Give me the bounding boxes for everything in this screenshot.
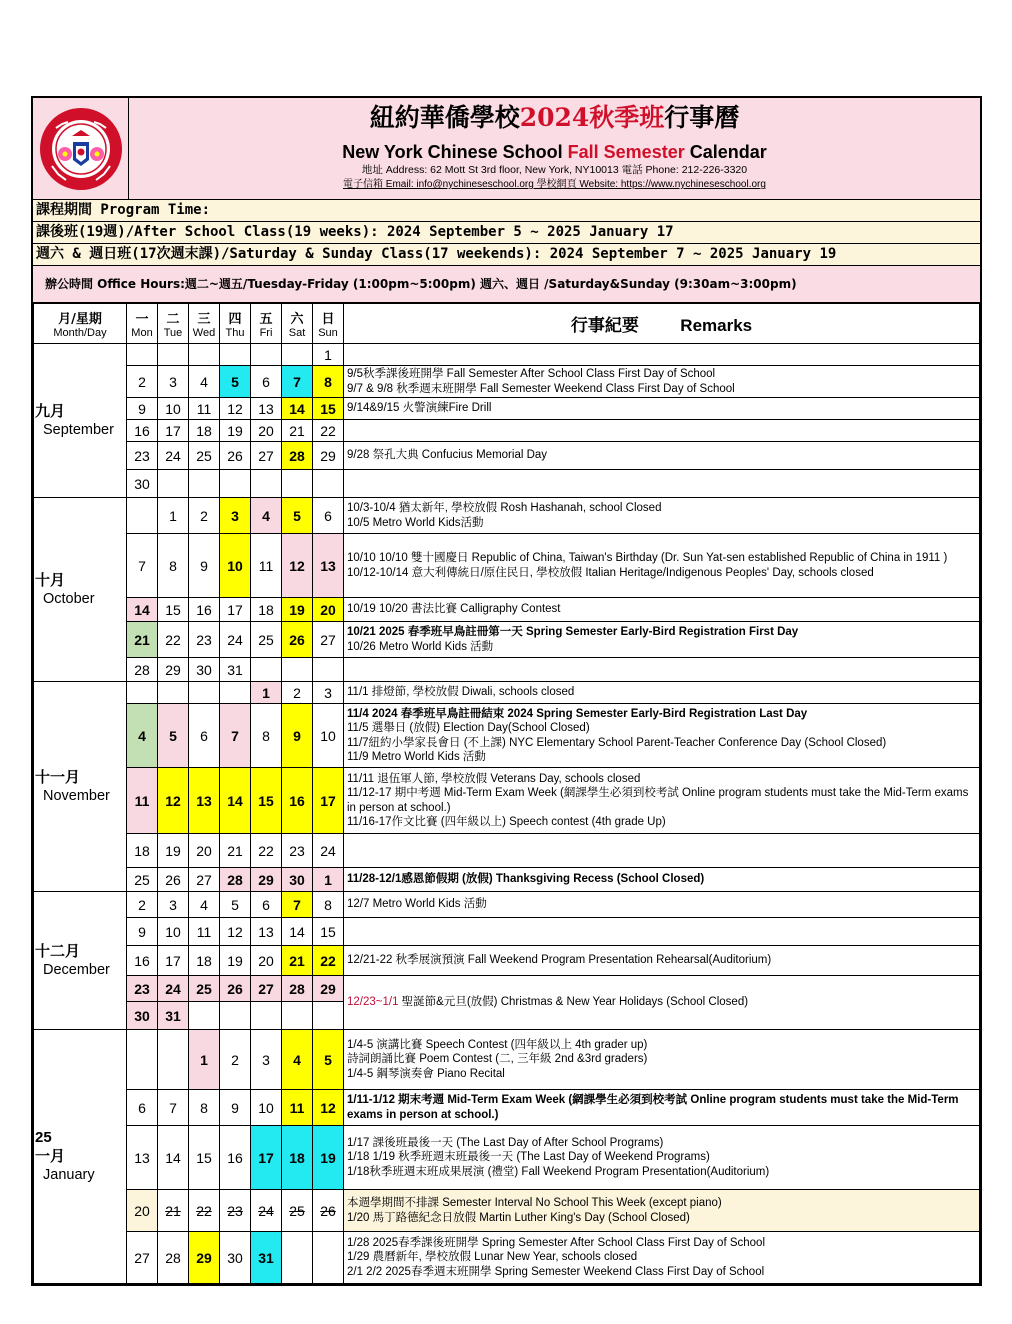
week-row — [34, 622, 980, 658]
day-cell: 30 — [189, 658, 220, 682]
week-row — [34, 1190, 980, 1232]
week-row — [34, 1030, 980, 1090]
day-cell: 1 — [313, 344, 344, 366]
day-cell: 1 — [251, 682, 282, 704]
day-cell: 10 — [158, 918, 189, 946]
empty-day-cell — [282, 344, 313, 366]
remark-cell — [344, 344, 980, 366]
empty-day-cell — [189, 344, 220, 366]
empty-day-cell — [220, 682, 251, 704]
empty-day-cell — [251, 1002, 282, 1030]
month-day-header: 月/星期 Month/Day — [34, 304, 127, 344]
remark-cell — [344, 918, 980, 946]
day-cell: 30 — [127, 470, 158, 498]
day-cell: 3 — [313, 682, 344, 704]
day-cell: 23 — [189, 622, 220, 658]
day-cell: 8 — [313, 892, 344, 918]
week-row — [34, 498, 980, 534]
day-cell: 8 — [158, 534, 189, 598]
month-september: 九月 September — [34, 344, 127, 498]
empty-day-cell — [282, 470, 313, 498]
day-cell: 6 — [313, 498, 344, 534]
day-cell: 5 — [158, 704, 189, 768]
day-cell: 11 — [189, 918, 220, 946]
day-cell: 30 — [127, 1002, 158, 1030]
empty-day-cell — [282, 1002, 313, 1030]
day-cell: 8 — [313, 366, 344, 398]
table-header-row — [34, 304, 980, 344]
day-cell: 16 — [282, 768, 313, 834]
day-cell: 6 — [251, 366, 282, 398]
program-title: 課程期間 Program Time: — [33, 200, 980, 222]
day-cell: 10 — [220, 534, 251, 598]
day-cell: 29 — [313, 442, 344, 470]
day-cell: 15 — [251, 768, 282, 834]
day-cell: 17 — [313, 768, 344, 834]
month-january: 25 一月 January — [34, 1030, 127, 1284]
day-header-sun: 日 Sun — [313, 304, 344, 344]
week-row — [34, 1232, 980, 1284]
day-cell: 18 — [127, 834, 158, 868]
month-december: 十二月 December — [34, 892, 127, 1030]
remark-cell: 10/3-10/4 猶太新年, 學校放假 Rosh Hashanah, school Closed 10/5 Metro World Kids活動 — [344, 498, 980, 534]
day-cell: 18 — [189, 420, 220, 442]
day-header-fri: 五 Fri — [251, 304, 282, 344]
day-cell: 26 — [282, 622, 313, 658]
week-row — [34, 1126, 980, 1190]
day-cell: 24 — [158, 976, 189, 1002]
day-header-mon: 一 Mon — [127, 304, 158, 344]
day-cell: 13 — [313, 534, 344, 598]
day-cell: 28 — [127, 658, 158, 682]
day-cell: 25 — [282, 1190, 313, 1232]
day-cell: 7 — [127, 534, 158, 598]
day-cell: 28 — [282, 976, 313, 1002]
day-cell: 10 — [158, 398, 189, 420]
day-cell: 31 — [220, 658, 251, 682]
day-cell: 23 — [282, 834, 313, 868]
program-after-school: 課後班(19週)/After School Class(19 weeks): 2024 September 5 ~ 2025 January 17 — [33, 222, 980, 244]
day-header-tue: 二 Tue — [158, 304, 189, 344]
remark-cell: 10/10 10/10 雙十國慶日 Republic of China, Taiwan's Birthday (Dr. Sun Yat-sen established Republic of China in 1911 ) 10/12-10/14 意大利傳統日/原住民日, 學校放假 Italian Heritage/Indigenous Peoples' Day, schools closed — [344, 534, 980, 598]
day-cell: 13 — [127, 1126, 158, 1190]
week-row — [34, 976, 980, 1002]
empty-day-cell — [158, 682, 189, 704]
day-cell: 4 — [127, 704, 158, 768]
day-cell: 18 — [251, 598, 282, 622]
week-row — [34, 344, 980, 366]
day-cell: 14 — [220, 768, 251, 834]
day-cell: 19 — [220, 946, 251, 976]
week-row — [34, 420, 980, 442]
day-cell: 20 — [251, 420, 282, 442]
day-cell: 22 — [313, 946, 344, 976]
day-cell: 19 — [158, 834, 189, 868]
day-cell: 23 — [127, 976, 158, 1002]
month-november: 十一月 November — [34, 682, 127, 892]
day-cell: 15 — [189, 1126, 220, 1190]
day-cell: 7 — [282, 366, 313, 398]
day-cell: 25 — [189, 976, 220, 1002]
day-cell: 4 — [282, 1030, 313, 1090]
day-cell: 3 — [220, 498, 251, 534]
empty-day-cell — [313, 1232, 344, 1284]
day-cell: 1 — [189, 1030, 220, 1090]
day-cell: 15 — [313, 398, 344, 420]
day-cell: 24 — [220, 622, 251, 658]
day-cell: 28 — [282, 442, 313, 470]
day-cell: 11 — [282, 1090, 313, 1126]
day-cell: 24 — [313, 834, 344, 868]
day-cell: 7 — [220, 704, 251, 768]
day-cell: 15 — [158, 598, 189, 622]
day-cell: 20 — [313, 598, 344, 622]
office-hours: 辦公時間 Office Hours:週二~週五/Tuesday-Friday (1:00pm~5:00pm) 週六、週日 /Saturday&Sunday (9:30am~3:00pm) — [33, 266, 980, 303]
empty-day-cell — [127, 682, 158, 704]
remarks-header: 行事紀要 Remarks — [344, 304, 980, 344]
day-cell: 26 — [313, 1190, 344, 1232]
day-cell: 17 — [251, 1126, 282, 1190]
day-cell: 12 — [220, 398, 251, 420]
day-cell: 19 — [220, 420, 251, 442]
day-cell: 3 — [158, 366, 189, 398]
day-cell: 10 — [313, 704, 344, 768]
week-row — [34, 442, 980, 470]
day-cell: 21 — [282, 420, 313, 442]
day-cell: 24 — [251, 1190, 282, 1232]
empty-day-cell — [220, 1002, 251, 1030]
logo-seal-icon — [38, 106, 124, 192]
remark-cell: 10/21 2025 春季班早鳥註冊第一天 Spring Semester Early-Bird Registration First Day 10/26 Metro World Kids 活動 — [344, 622, 980, 658]
week-row — [34, 946, 980, 976]
day-cell: 3 — [251, 1030, 282, 1090]
day-cell: 20 — [189, 834, 220, 868]
day-header-thu: 四 Thu — [220, 304, 251, 344]
day-cell: 28 — [158, 1232, 189, 1284]
week-row — [34, 704, 980, 768]
week-row — [34, 534, 980, 598]
week-row — [34, 834, 980, 868]
day-cell: 21 — [282, 946, 313, 976]
day-cell: 20 — [127, 1190, 158, 1232]
day-cell: 8 — [189, 1090, 220, 1126]
week-row — [34, 398, 980, 420]
remark-cell: 12/21-22 秋季展演預演 Fall Weekend Program Presentation Rehearsal(Auditorium) — [344, 946, 980, 976]
day-cell: 14 — [127, 598, 158, 622]
empty-day-cell — [127, 1030, 158, 1090]
day-cell: 4 — [189, 366, 220, 398]
day-cell: 19 — [313, 1126, 344, 1190]
day-cell: 9 — [127, 398, 158, 420]
day-cell: 12 — [158, 768, 189, 834]
day-cell: 19 — [282, 598, 313, 622]
day-cell: 16 — [189, 598, 220, 622]
empty-day-cell — [251, 470, 282, 498]
day-cell: 10 — [251, 1090, 282, 1126]
day-cell: 16 — [127, 946, 158, 976]
remark-cell — [344, 834, 980, 868]
day-cell: 22 — [251, 834, 282, 868]
day-cell: 29 — [189, 1232, 220, 1284]
remark-cell: 9/14&9/15 火警演練Fire Drill — [344, 398, 980, 420]
remark-cell: 11/28-12/1感恩節假期 (放假) Thanksgiving Recess (School Closed) — [344, 868, 980, 892]
contact-line[interactable]: 電子信箱 Email: info@nychineseschool.org 學校網頁 Website: https://www.nychineseschool.org — [343, 179, 766, 190]
day-cell: 9 — [127, 918, 158, 946]
day-cell: 2 — [282, 682, 313, 704]
empty-day-cell — [220, 470, 251, 498]
day-cell: 16 — [220, 1126, 251, 1190]
week-row — [34, 598, 980, 622]
day-cell: 9 — [220, 1090, 251, 1126]
remark-cell: 11/1 排燈節, 學校放假 Diwali, schools closed — [344, 682, 980, 704]
day-cell: 17 — [220, 598, 251, 622]
program-weekend: 週六 & 週日班(17次週末課)/Saturday & Sunday Class(17 weekends): 2024 September 7 ~ 2025 January 19 — [36, 246, 837, 262]
day-cell: 27 — [189, 868, 220, 892]
empty-day-cell — [189, 470, 220, 498]
remark-cell — [344, 420, 980, 442]
day-cell: 3 — [158, 892, 189, 918]
day-cell: 31 — [251, 1232, 282, 1284]
day-cell: 21 — [158, 1190, 189, 1232]
empty-day-cell — [189, 682, 220, 704]
day-cell: 7 — [282, 892, 313, 918]
remark-cell — [344, 658, 980, 682]
day-cell: 4 — [251, 498, 282, 534]
day-cell: 15 — [313, 918, 344, 946]
title-chinese: 紐約華僑學校2024秋季班行事曆 — [369, 103, 740, 132]
day-cell: 2 — [127, 892, 158, 918]
day-cell: 27 — [313, 622, 344, 658]
day-cell: 5 — [282, 498, 313, 534]
week-row — [34, 918, 980, 946]
day-cell: 30 — [282, 868, 313, 892]
day-cell: 17 — [158, 420, 189, 442]
day-cell: 11 — [189, 398, 220, 420]
day-cell: 14 — [282, 918, 313, 946]
day-cell: 24 — [158, 442, 189, 470]
day-cell: 25 — [189, 442, 220, 470]
empty-day-cell — [158, 470, 189, 498]
day-cell: 23 — [127, 442, 158, 470]
day-cell: 22 — [189, 1190, 220, 1232]
remark-cell: 1/4-5 演講比賽 Speech Contest (四年級以上 4th grader up) 詩詞朗誦比賽 Poem Contest (二, 三年級 2nd &3rd graders) 1/4-5 鋼琴演奏會 Piano Recital — [344, 1030, 980, 1090]
remark-cell — [344, 470, 980, 498]
day-cell: 20 — [251, 946, 282, 976]
day-cell: 12 — [282, 534, 313, 598]
calendar-sheet — [31, 96, 982, 1286]
remark-cell: 10/19 10/20 書法比賽 Calligraphy Contest — [344, 598, 980, 622]
day-cell: 6 — [251, 892, 282, 918]
week-row — [34, 470, 980, 498]
school-logo — [33, 98, 129, 199]
empty-day-cell — [313, 470, 344, 498]
day-cell: 26 — [158, 868, 189, 892]
day-cell: 4 — [189, 892, 220, 918]
day-cell: 2 — [127, 366, 158, 398]
header — [33, 98, 980, 200]
day-cell: 28 — [220, 868, 251, 892]
remark-cell: 本週學期間不排課 Semester Interval No School This Week (except piano) 1/20 馬丁路德紀念日放假 Martin Luther King's Day (School Closed) — [344, 1190, 980, 1232]
day-cell: 16 — [127, 420, 158, 442]
empty-day-cell — [127, 498, 158, 534]
empty-day-cell — [313, 658, 344, 682]
week-row — [34, 366, 980, 398]
day-cell: 14 — [158, 1126, 189, 1190]
day-cell: 9 — [282, 704, 313, 768]
day-cell: 29 — [158, 658, 189, 682]
day-cell: 5 — [220, 366, 251, 398]
day-cell: 27 — [251, 442, 282, 470]
day-cell: 27 — [127, 1232, 158, 1284]
empty-day-cell — [158, 344, 189, 366]
empty-day-cell — [282, 658, 313, 682]
header-text — [129, 98, 980, 199]
day-cell: 26 — [220, 442, 251, 470]
remark-cell: 9/5秋季課後班開學 Fall Semester After School Class First Day of School 9/7 & 9/8 秋季週末班開學 Fall Semester Weekend Class First Day of School — [344, 366, 980, 398]
month-october: 十月 October — [34, 498, 127, 682]
day-cell: 1 — [313, 868, 344, 892]
empty-day-cell — [251, 344, 282, 366]
day-cell: 12 — [220, 918, 251, 946]
day-cell: 2 — [189, 498, 220, 534]
day-cell: 6 — [189, 704, 220, 768]
empty-day-cell — [158, 1030, 189, 1090]
empty-day-cell — [313, 1002, 344, 1030]
day-cell: 11 — [251, 534, 282, 598]
day-cell: 22 — [158, 622, 189, 658]
day-cell: 5 — [313, 1030, 344, 1090]
week-row — [34, 892, 980, 918]
day-cell: 21 — [127, 622, 158, 658]
remark-cell: 1/11-1/12 期末考週 Mid-Term Exam Week (網課學生必須到校考試 Online program students must take the Mid-Term exams in person at school.) — [344, 1090, 980, 1126]
address-line: 地址 Address: 62 Mott St 3rd floor, New York, NY10013 電話 Phone: 212-226-3320 — [361, 164, 748, 176]
calendar-table — [33, 303, 980, 1284]
day-cell: 13 — [189, 768, 220, 834]
empty-day-cell — [220, 344, 251, 366]
day-cell: 31 — [158, 1002, 189, 1030]
remark-cell: 12/7 Metro World Kids 活動 — [344, 892, 980, 918]
day-cell: 18 — [282, 1126, 313, 1190]
day-cell: 30 — [220, 1232, 251, 1284]
remark-cell: 1/17 課後班最後一天 (The Last Day of After School Programs) 1/18 1/19 秋季班週末班最後一天 (The Last Day of Weekend Programs) 1/18秋季班週末班成果展演 (禮堂) Fall Weekend Program Presentation(Auditorium) — [344, 1126, 980, 1190]
day-cell: 2 — [220, 1030, 251, 1090]
day-cell: 29 — [313, 976, 344, 1002]
week-row — [34, 768, 980, 834]
week-row — [34, 658, 980, 682]
day-cell: 21 — [220, 834, 251, 868]
day-cell: 8 — [251, 704, 282, 768]
remark-cell: 12/23~1/1 聖誕節&元旦(放假) Christmas & New Year Holidays (School Closed) — [344, 976, 980, 1030]
day-cell: 11 — [127, 768, 158, 834]
remark-cell: 11/4 2024 春季班早鳥註冊結束 2024 Spring Semester Early-Bird Registration Last Day 11/5 選舉日 (放假) Election Day(School Closed) 11/7紐約小學家長會日 (不上課) NYC Elementary School Parent-Teacher Conference Day (School Closed) 11/9 Metro World Kids 活動 — [344, 704, 980, 768]
day-cell: 17 — [158, 946, 189, 976]
remark-cell: 1/28 2025春季課後班開學 Spring Semester After School Class First Day of School 1/29 農曆新年, 學校放假 Lunar New Year, schools closed 2/1 2/2 2025春季週末班開學 Spring Semester Weekend Class First Day of School — [344, 1232, 980, 1284]
day-cell: 13 — [251, 398, 282, 420]
program-time — [33, 200, 980, 266]
day-cell: 23 — [220, 1190, 251, 1232]
day-cell: 25 — [251, 622, 282, 658]
day-cell: 14 — [282, 398, 313, 420]
title-english: New York Chinese School Fall Semester Calendar — [342, 142, 767, 162]
day-cell: 1 — [158, 498, 189, 534]
day-cell: 18 — [189, 946, 220, 976]
day-cell: 13 — [251, 918, 282, 946]
empty-day-cell — [127, 344, 158, 366]
day-cell: 22 — [313, 420, 344, 442]
remark-cell: 9/28 祭孔大典 Confucius Memorial Day — [344, 442, 980, 470]
day-cell: 12 — [313, 1090, 344, 1126]
day-cell: 5 — [220, 892, 251, 918]
remark-cell: 11/11 退伍軍人節, 學校放假 Veterans Day, schools closed 11/12-17 期中考週 Mid-Term Exam Week (網課學生必須到校考試 Online program students must take the Mid-Term exams in person at school.) 11/16-17作文比賽 (四年級以上) Speech contest (4th grade Up) — [344, 768, 980, 834]
week-row — [34, 868, 980, 892]
empty-day-cell — [189, 1002, 220, 1030]
day-cell: 25 — [127, 868, 158, 892]
day-cell: 29 — [251, 868, 282, 892]
week-row — [34, 1090, 980, 1126]
day-cell: 27 — [251, 976, 282, 1002]
week-row — [34, 682, 980, 704]
day-cell: 7 — [158, 1090, 189, 1126]
empty-day-cell — [282, 1232, 313, 1284]
empty-day-cell — [251, 658, 282, 682]
day-header-wed: 三 Wed — [189, 304, 220, 344]
day-cell: 9 — [189, 534, 220, 598]
day-cell: 6 — [127, 1090, 158, 1126]
day-header-sat: 六 Sat — [282, 304, 313, 344]
day-cell: 26 — [220, 976, 251, 1002]
